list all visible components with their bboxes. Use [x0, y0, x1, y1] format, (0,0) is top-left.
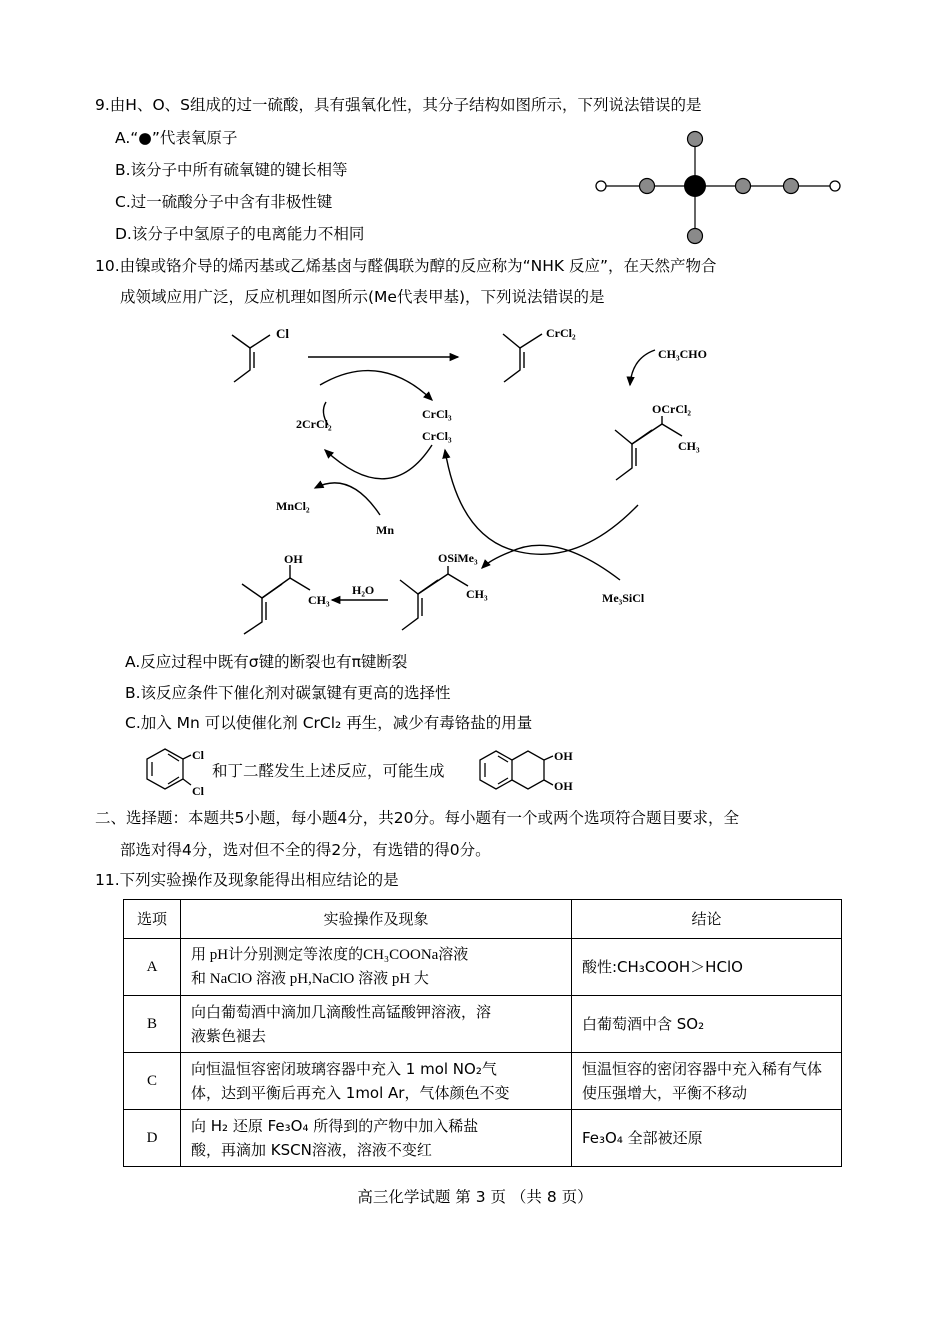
row-operation-line1: 用 pH计分别测定等浓度的CH₃COONa溶液	[191, 947, 469, 963]
row-option: A	[124, 939, 181, 996]
dichlorobenzene-structure	[143, 743, 213, 799]
row-operation	[181, 1053, 572, 1110]
s-atom-center	[684, 175, 706, 197]
row-option: C	[124, 1053, 181, 1110]
o-atom-right1	[736, 179, 751, 194]
page-footer: 高三化学试题 第 3 页 （共 8 页）	[357, 1188, 593, 1206]
o-atom-left	[640, 179, 655, 194]
table-header-row	[124, 900, 842, 939]
label-crcl3-2: CrCl₃	[422, 429, 452, 443]
header-operation: 实验操作及现象	[181, 900, 572, 939]
label-oh: OH	[284, 552, 303, 566]
row-option: D	[124, 1110, 181, 1167]
h-atom-right	[830, 181, 840, 191]
row-operation-line2: 体，达到平衡后再充入 1mol Ar，气体颜色不变	[191, 1084, 510, 1102]
q9-option-c: C.过一硫酸分子中含有非极性键	[115, 193, 333, 211]
label-ocrcl2: OCrCl₂	[652, 402, 691, 416]
q9-option-b: B.该分子中所有硫氧键的键长相等	[115, 161, 348, 179]
label-h2o: H₂O	[352, 583, 375, 597]
tetrahydronaphthalenediol-structure	[476, 745, 576, 799]
label-mncl2: MnCl₂	[276, 499, 310, 513]
row-conclusion: 酸性:CH₃COOH＞HClO	[572, 939, 842, 996]
row-conclusion: 白葡萄酒中含 SO₂	[572, 996, 842, 1053]
q11-table	[123, 899, 842, 1167]
q9-option-a: A.“●”代表氧原子	[115, 129, 238, 147]
label-oh-b: OH	[554, 779, 573, 793]
row-operation	[181, 1110, 572, 1167]
label-osime3: OSiMe₃	[438, 551, 478, 565]
table-row	[124, 1110, 842, 1167]
label-me3sicl: Me₃SiCl	[602, 591, 645, 605]
label-crcl2: CrCl₂	[546, 326, 576, 340]
q9-option-d: D.该分子中氢原子的电离能力不相同	[115, 225, 365, 243]
label-ch3-2: CH₃	[466, 587, 488, 601]
q10-option-b: B.该反应条件下催化剂对碳氯键有更高的选择性	[125, 684, 451, 702]
row-operation-line1: 向恒温恒容密闭玻璃容器中充入 1 mol NO₂气	[191, 1060, 497, 1078]
q9-stem: 9.由H、O、S组成的过一硫酸，具有强氧化性，其分子结构如图所示，下列说法错误的是	[95, 96, 702, 114]
row-operation	[181, 939, 572, 996]
table-row	[124, 996, 842, 1053]
h-atom-left	[596, 181, 606, 191]
label-cl: Cl	[276, 326, 289, 341]
label-oh-a: OH	[554, 749, 573, 763]
header-option: 选项	[124, 900, 181, 939]
label-crcl3-1: CrCl₃	[422, 407, 452, 421]
nhk-mechanism-diagram	[220, 320, 720, 645]
row-operation	[181, 996, 572, 1053]
label-ch3-3: CH₃	[308, 593, 330, 607]
row-conclusion: 恒温恒容的密闭容器中充入稀有气体使压强增大，平衡不移动	[572, 1053, 842, 1110]
q10-stem-line2: 成领域应用广泛，反应机理如图所示(Me代表甲基)，下列说法错误的是	[120, 288, 605, 306]
q11-stem: 11.下列实验操作及现象能得出相应结论的是	[95, 871, 399, 889]
label-2crcl2: 2CrCl₂	[296, 417, 332, 431]
header-conclusion: 结论	[572, 900, 842, 939]
o-atom-bottom	[688, 229, 703, 244]
row-option: B	[124, 996, 181, 1053]
row-operation-line2: 和 NaClO 溶液 pH,NaClO 溶液 pH 大	[191, 971, 429, 987]
q10-option-a: A.反应过程中既有σ键的断裂也有π键断裂	[125, 653, 408, 671]
peroxymonosulfuric-acid-structure	[590, 128, 850, 248]
label-mn: Mn	[376, 523, 394, 537]
table-row	[124, 939, 842, 996]
row-conclusion: Fe₃O₄ 全部被还原	[572, 1110, 842, 1167]
table-row	[124, 1053, 842, 1110]
q10-option-d-text: 和丁二醛发生上述反应，可能生成	[212, 762, 445, 780]
label-cl-a: Cl	[192, 748, 204, 762]
q10-option-c: C.加入 Mn 可以使催化剂 CrCl₂ 再生，减少有毒铬盐的用量	[125, 714, 533, 732]
section2-instructions-line1: 二、选择题：本题共5小题，每小题4分，共20分。每小题有一个或两个选项符合题目要求，全	[95, 809, 739, 827]
row-operation-line1: 向 H₂ 还原 Fe₃O₄ 所得到的产物中加入稀盐	[191, 1117, 479, 1135]
label-cl-b: Cl	[192, 784, 204, 798]
row-operation-line2: 液紫色褪去	[191, 1027, 267, 1045]
row-operation-line2: 酸，再滴加 KSCN溶液，溶液不变红	[191, 1141, 432, 1159]
label-ch3cho: CH₃CHO	[658, 347, 707, 361]
row-operation-line1: 向白葡萄酒中滴加几滴酸性高锰酸钾溶液，溶	[191, 1003, 492, 1021]
q10-stem-line1: 10.由镍或铬介导的烯丙基或乙烯基卤与醛偶联为醇的反应称为“NHK 反应”，在天然产物合	[95, 257, 717, 275]
section2-instructions-line2: 部选对得4分，选对但不全的得2分，有选错的得0分。	[120, 841, 491, 859]
label-ch3-1: CH₃	[678, 439, 700, 453]
o-atom-top	[688, 132, 703, 147]
o-atom-right2	[784, 179, 799, 194]
